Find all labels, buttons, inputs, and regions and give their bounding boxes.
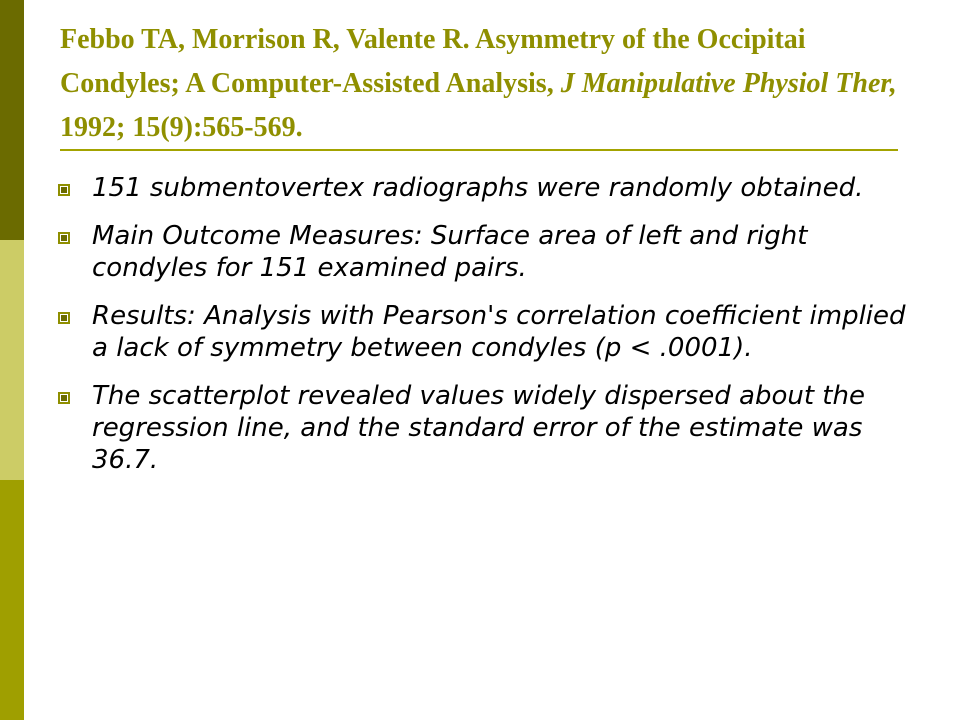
title-journal: J Manipulative Physiol Ther, <box>560 68 897 99</box>
square-bullet-icon <box>58 312 70 324</box>
bullet-text: 151 submentovertex radiographs were randomly obtained. <box>92 173 864 203</box>
square-bullet-icon <box>58 184 70 196</box>
left-accent-bar <box>0 0 24 720</box>
bullet-list <box>58 172 918 492</box>
bullet-item <box>58 300 918 364</box>
accent-segment-middle <box>0 240 24 480</box>
accent-segment-bottom <box>0 480 24 720</box>
bullet-text: Results: Analysis with Pearson's correlation coefficient implied a lack of symmetry between condyles (p < .0001). <box>92 301 906 363</box>
title-volume: 1992; 15(9):565-569. <box>60 112 303 143</box>
bullet-text: The scatterplot revealed values widely dispersed about the regression line, and the standard error of the estimate was 36.7. <box>92 381 865 475</box>
bullet-item <box>58 220 918 284</box>
square-bullet-icon <box>58 392 70 404</box>
bullet-item <box>58 172 918 204</box>
bullet-item <box>58 380 918 476</box>
bullet-text: Main Outcome Measures: Surface area of left and right condyles for 151 examined pairs. <box>92 221 808 283</box>
square-bullet-icon <box>58 232 70 244</box>
title-citation: Febbo TA, Morrison R, Valente R. Asymmetry of the Occipitai Condyles; A Computer-Assisted Analysis, <box>60 24 806 99</box>
title-divider <box>60 149 898 151</box>
accent-segment-top <box>0 0 24 240</box>
slide-title <box>60 18 920 150</box>
